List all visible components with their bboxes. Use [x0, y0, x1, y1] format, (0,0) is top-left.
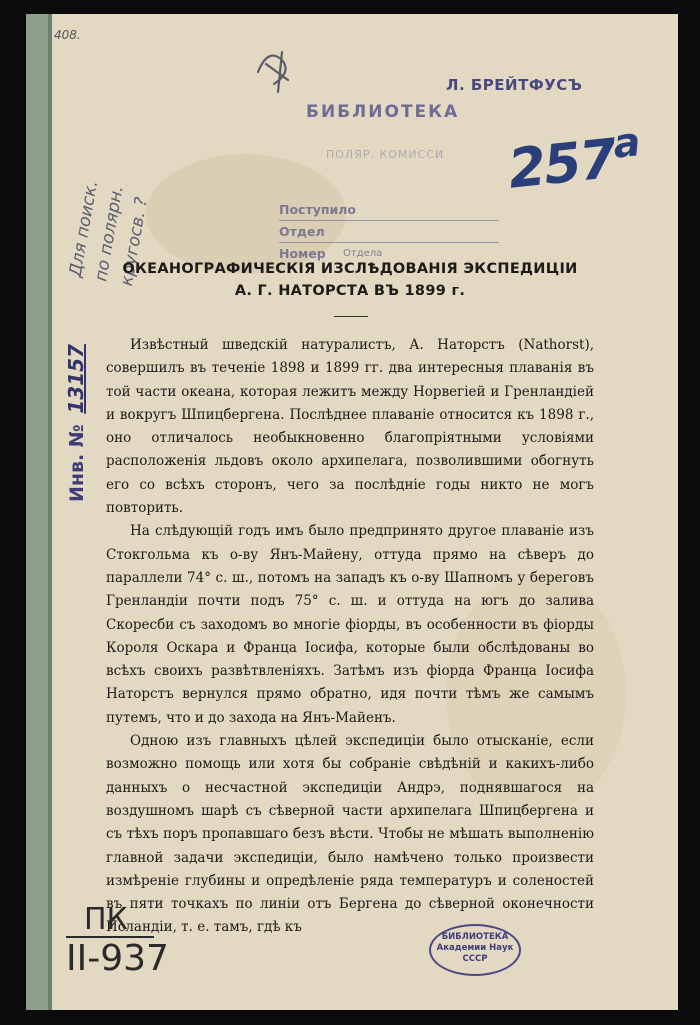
- library-number-suffix: а: [610, 119, 641, 168]
- inventory-stamp: [64, 344, 88, 502]
- handwritten-page-number: 408.: [54, 28, 81, 42]
- academy-stamp-line: СССР: [462, 954, 488, 964]
- receipt-stamp: [279, 199, 509, 264]
- shelf-mark-top: ПК: [66, 904, 154, 938]
- library-stamp: БИБЛИОТЕКА: [306, 102, 460, 122]
- library-number: 257: [505, 126, 619, 201]
- article-body: [106, 334, 594, 940]
- receipt-extra: Отдела: [343, 248, 383, 259]
- margin-note-line: Для поиск.: [65, 179, 103, 279]
- title-line: А. Г. НАТОРСТА ВЪ 1899 г.: [234, 283, 466, 299]
- academy-stamp-line: Академии Наук: [436, 943, 514, 953]
- binding-spine: [26, 14, 52, 1010]
- inventory-number-handwritten: 13157: [64, 344, 88, 414]
- receipt-line-department: Отдел: [279, 221, 499, 243]
- academy-stamp-line: БИБЛИОТЕКА: [441, 932, 509, 942]
- article-title: [106, 258, 594, 302]
- margin-note-line: кругосв. ?: [116, 195, 153, 288]
- library-stamp-sub: ПОЛЯР. КОМИССИ: [326, 148, 445, 161]
- receipt-line-number: Номер: [279, 246, 326, 261]
- title-line: ОКЕАНОГРАФИЧЕСКІЯ ИЗСЛѢДОВАНІЯ ЭКСПЕДИЦІИ: [122, 261, 578, 277]
- academy-library-stamp: [429, 924, 521, 976]
- library-number-handwritten: [505, 119, 643, 200]
- document-page: [26, 14, 678, 1010]
- handwritten-margin-note: [63, 48, 180, 288]
- owner-stamp: Л. БРЕЙТФУСЪ: [446, 76, 583, 94]
- paragraph: На слѣдующій годъ имъ было предпринято другое плаваніе изъ Стокгольма къ о-ву Янъ-Майену, оттуда прямо на сѣверъ до параллели 74° с. ш., потомъ на западъ къ о-ву Шапномъ у береговъ Гренландіи почти подъ 75° с. ш. и оттуда на югъ до залива Скоресби съ заходомъ во многіе фіорды, въ особенности въ фіорды Короля Оскара и Франца Іосифа, которые были обслѣдованы во всѣхъ своихъ развѣтвленіяхъ. Затѣмъ изъ фіорда Франца Іосифа Наторстъ вернулся прямо обратно, идя почти тѣмъ же самымъ путемъ, что и до захода на Янъ-Майенъ.: [106, 523, 594, 726]
- handwritten-mark-icon: [248, 42, 304, 98]
- shelf-mark: [66, 904, 169, 980]
- receipt-line-received: Поступило: [279, 199, 499, 221]
- paragraph: Извѣстный шведскій натуралистъ, А. Наторстъ (Nathorst), совершилъ въ теченіе 1898 и 1899 гг. два интересныя плаванія въ той части океана, которая лежитъ между Норвегіей и Гренландіей и вокругъ Шпицбергена. Послѣднее плаваніе относится къ 1898 г., оно отличалось необыкновенно благопріятными условіями расположенія льдовъ около архипелага, позволившими обогнуть его со всѣхъ сторонъ, чего за послѣдніе годы никто не могъ повторить.: [106, 337, 594, 517]
- shelf-mark-bottom: II-937: [66, 938, 169, 979]
- title-divider: [334, 316, 368, 317]
- margin-note-line: по полярн.: [91, 184, 128, 283]
- inventory-label: Инв. №: [66, 424, 88, 502]
- paragraph: Одною изъ главныхъ цѣлей экспедиціи было отысканіе, если возможно помощь или хотя бы собраніе свѣдѣній и какихъ-либо данныхъ о несчастной экспедиціи Андрэ, поднявшагося на воздушномъ шарѣ съ сѣверной части архипелага Шпицбергена и съ тѣхъ поръ пропавшаго безъ вѣсти. Чтобы не мѣшать выполненію главной задачи экспедиціи, было намѣчено только произвести измѣреніе глубины и опредѣленіе ряда температуръ и соленостей въ пяти точкахъ по линіи отъ Бергена до сѣверной оконечности Исландіи, т. е. тамъ, гдѣ къ: [106, 733, 594, 936]
